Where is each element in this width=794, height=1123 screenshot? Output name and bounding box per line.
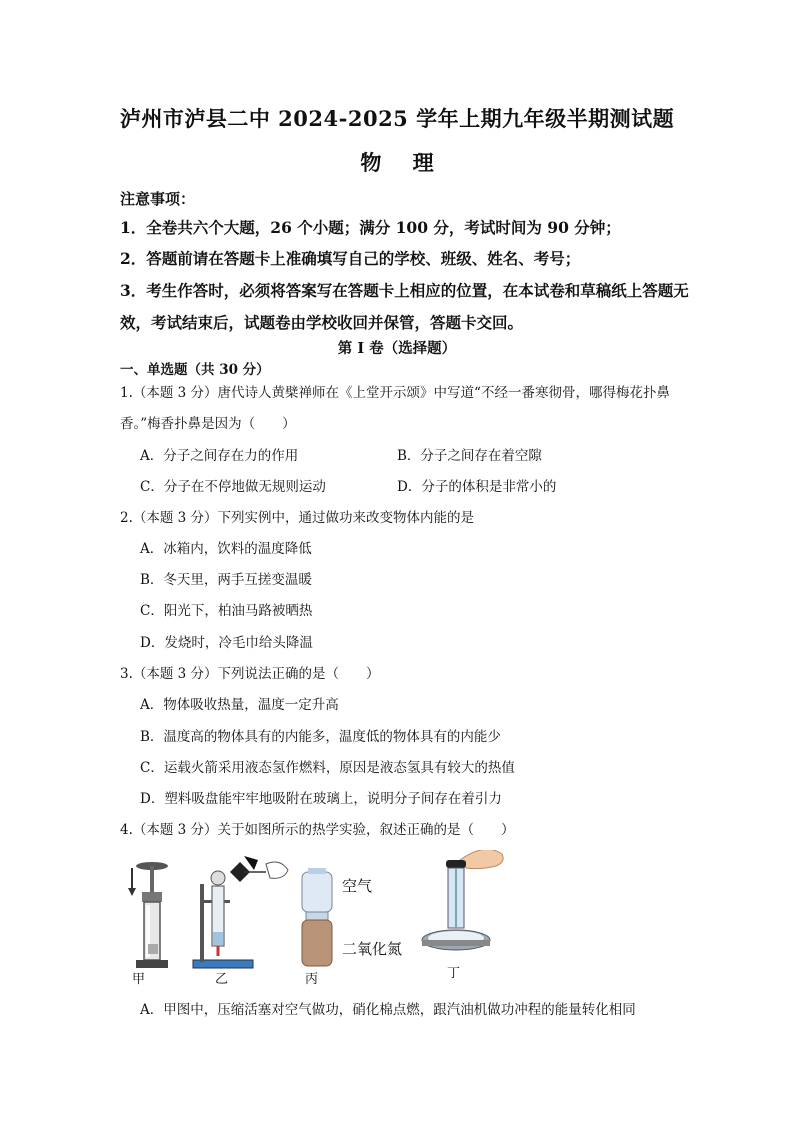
figure-label-bing: 丙 (305, 972, 319, 987)
note-item: 2．答题前请在答题卡上准确填写自己的学校、班级、姓名、考号； (120, 249, 581, 268)
question-stem: 2.（本题 3 分）下列实例中，通过做功来改变物体内能的是 (120, 510, 475, 526)
steam-pinwheel-illustration (188, 850, 298, 975)
option: B．冬天里，两手互搓变温暖 (140, 572, 312, 588)
option: A．冰箱内，饮料的温度降低 (140, 541, 312, 557)
experiment-figure (120, 850, 540, 990)
figure-label-yi: 乙 (215, 972, 229, 987)
subject-title: 物 理 (360, 150, 446, 175)
option: C．阳光下，柏油马路被晒热 (140, 603, 313, 619)
note-item: 3．考生作答时，必须将答案写在答题卡上相应的位置，在本试卷和草稿纸上答题无效，考试结束后，试题卷由学校收回并保管，答题卡交回。 (120, 281, 689, 332)
question-stem: 3.（本题 3 分）下列说法正确的是（ ） (120, 666, 380, 682)
option: A．物体吸收热量，温度一定升高 (140, 697, 339, 713)
part-title: 第 I 卷（选择题） (337, 340, 457, 357)
question-stem: 1.（本题 3 分）唐代诗人黄檗禅师在《上堂开示颂》中写道“不经一番寒彻骨，哪得梅花扑鼻香。”梅香扑鼻是因为（ ） (120, 385, 670, 432)
option: D．塑料吸盘能牢牢地吸附在玻璃上，说明分子间存在着引力 (140, 791, 502, 807)
page-title: 泸州市泸县二中 2024-2025 学年上期九年级半期测试题 (119, 106, 675, 131)
figure-label-ding: 丁 (447, 966, 461, 981)
option: B．分子之间存在着空隙 (397, 448, 542, 464)
figure-label-jia: 甲 (132, 972, 146, 987)
nitrogen-dioxide-label: 二氧化氮 (342, 940, 403, 958)
compression-tube-illustration (120, 850, 180, 975)
section-title: 一、单选题（共 30 分） (120, 362, 270, 378)
glass-plate-water-illustration (420, 850, 510, 975)
option: D．发烧时，冷毛巾给头降温 (140, 635, 313, 651)
option: A．分子之间存在力的作用 (140, 448, 299, 464)
question-stem: 4.（本题 3 分）关于如图所示的热学实验，叙述正确的是（ ） (120, 822, 515, 838)
option: C．运载火箭采用液态氢作燃料，原因是液态氢具有较大的热值 (140, 760, 515, 776)
option: D．分子的体积是非常小的 (397, 479, 557, 495)
air-label: 空气 (342, 877, 373, 895)
option: B．温度高的物体具有的内能多，温度低的物体具有的内能少 (140, 729, 501, 745)
option: C．分子在不停地做无规则运动 (140, 479, 326, 495)
gas-diffusion-illustration (292, 868, 342, 972)
option: A．甲图中，压缩活塞对空气做功，硝化棉点燃，跟汽油机做功冲程的能量转化相同 (140, 1002, 636, 1018)
notes-heading: 注意事项： (120, 190, 196, 208)
note-item: 1．全卷共六个大题，26 个小题；满分 100 分，考试时间为 90 分钟； (120, 218, 621, 237)
